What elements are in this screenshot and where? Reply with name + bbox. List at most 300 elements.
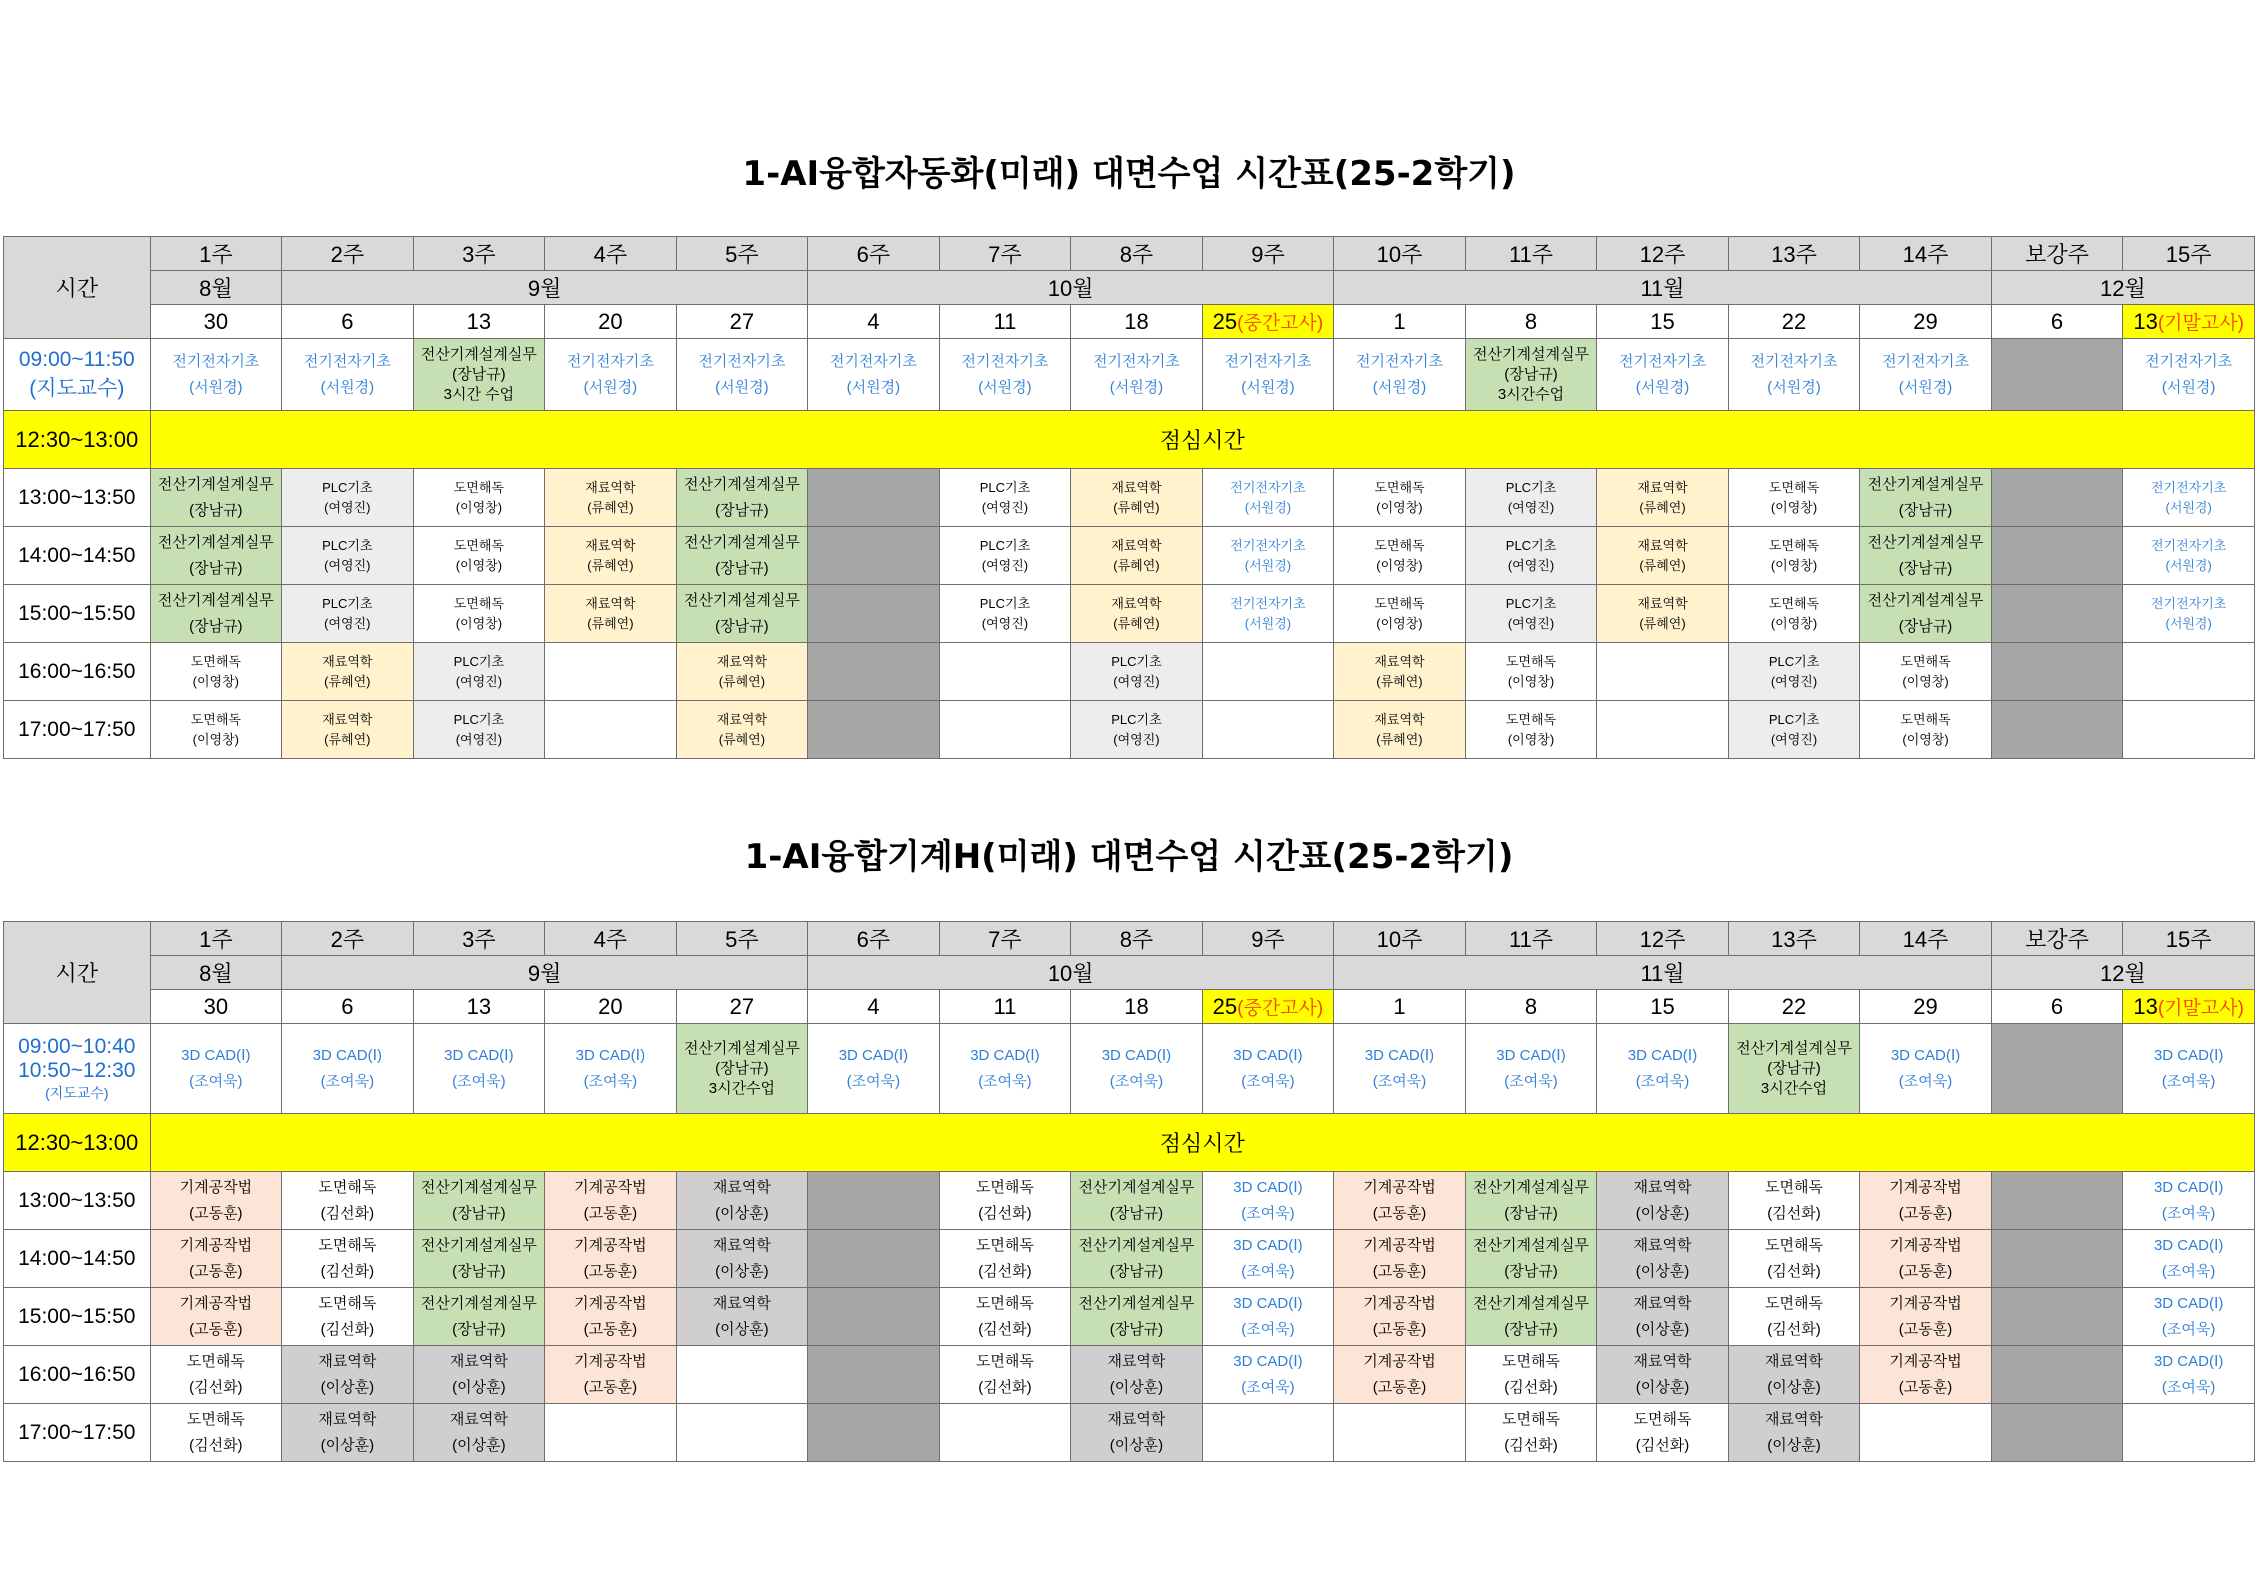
instructor-name: (장남규) bbox=[1504, 365, 1558, 383]
class-cell bbox=[939, 469, 1071, 527]
instructor-name: (이영창) bbox=[1770, 499, 1818, 515]
class-cell bbox=[1597, 1230, 1729, 1288]
timetable bbox=[3, 921, 2255, 1462]
instructor-name: (고동훈) bbox=[1898, 1262, 1953, 1280]
empty-cell bbox=[1991, 585, 2123, 643]
time-line: 09:00~10:40 bbox=[18, 1034, 136, 1058]
empty-cell bbox=[808, 1346, 940, 1404]
day-cell bbox=[808, 305, 940, 339]
week-label: 2주 bbox=[282, 922, 414, 956]
course-name: 3D CAD(Ⅰ) bbox=[312, 1046, 383, 1064]
class-cell bbox=[1728, 469, 1860, 527]
class-cell bbox=[1860, 1172, 1992, 1230]
class-cell bbox=[939, 1024, 1071, 1114]
class-cell bbox=[1202, 1346, 1334, 1404]
time-label: 16:00~16:50 bbox=[4, 1346, 151, 1404]
period-row bbox=[4, 1172, 2255, 1230]
month-label: 12월 bbox=[1991, 271, 2254, 305]
class-cell bbox=[808, 339, 940, 411]
instructor-name: (조여욱) bbox=[1372, 1072, 1427, 1090]
instructor-name: (여영진) bbox=[1507, 615, 1555, 631]
class-cell bbox=[150, 1346, 282, 1404]
course-name: 재료역학 bbox=[1633, 1294, 1692, 1312]
instructor-name: (고동훈) bbox=[583, 1262, 638, 1280]
day-cell bbox=[150, 990, 282, 1024]
instructor-name: (서원경) bbox=[1244, 499, 1292, 515]
course-name: 3D CAD(Ⅰ) bbox=[1233, 1046, 1303, 1064]
instructor-name: (류혜연) bbox=[1376, 673, 1423, 689]
instructor-name: (김선화) bbox=[1504, 1378, 1558, 1396]
instructor-name: (이상훈) bbox=[715, 1320, 769, 1338]
class-cell bbox=[676, 1172, 808, 1230]
month-label: 8월 bbox=[150, 956, 282, 990]
time-line: 09:00~11:50 bbox=[18, 347, 135, 371]
course-name: 3D CAD(Ⅰ) bbox=[1890, 1046, 1961, 1064]
class-cell bbox=[1597, 1404, 1729, 1462]
instructor-name: (조여욱) bbox=[1241, 1072, 1295, 1090]
class-cell bbox=[282, 643, 414, 701]
course-name: 전산기계설계실무 bbox=[1473, 345, 1589, 363]
class-cell bbox=[1728, 585, 1860, 643]
course-name: PLC기초 bbox=[979, 479, 1031, 495]
course-name: 3D CAD(Ⅰ) bbox=[1233, 1294, 1303, 1312]
empty-cell bbox=[939, 701, 1071, 759]
instructor-name: (장남규) bbox=[1109, 1262, 1164, 1280]
course-name: 3D CAD(Ⅰ) bbox=[970, 1046, 1040, 1064]
class-cell bbox=[1465, 643, 1597, 701]
class-cell bbox=[939, 1288, 1071, 1346]
instructor-name: (이상훈) bbox=[715, 1204, 769, 1222]
course-name: 전기전자기초 bbox=[1619, 352, 1706, 370]
class-cell bbox=[1597, 339, 1729, 411]
week-label: 4주 bbox=[545, 237, 677, 271]
instructor-name: (고동훈) bbox=[583, 1378, 638, 1396]
course-name: 전산기계설계실무 bbox=[1078, 1294, 1195, 1312]
course-name: 도면해독 bbox=[975, 1294, 1034, 1312]
course-name: 전기전자기초 bbox=[2150, 479, 2227, 495]
class-cell bbox=[1728, 1172, 1860, 1230]
empty-cell bbox=[939, 1404, 1071, 1462]
empty-cell bbox=[1202, 701, 1334, 759]
day-number: 25 bbox=[1212, 994, 1238, 1019]
time-label bbox=[4, 339, 151, 411]
course-name: 재료역학 bbox=[318, 1410, 377, 1428]
class-cell bbox=[1728, 1024, 1860, 1114]
day-number: 29 bbox=[1913, 308, 1938, 334]
week-row bbox=[4, 922, 2255, 956]
course-name: 재료역학 bbox=[449, 1410, 508, 1428]
empty-cell bbox=[1991, 339, 2123, 411]
period-row bbox=[4, 701, 2255, 759]
day-cell bbox=[1991, 305, 2123, 339]
instructor-name: (서원경) bbox=[2165, 499, 2212, 515]
time-line: (지도교수) bbox=[45, 1084, 109, 1101]
class-cell bbox=[150, 1172, 282, 1230]
course-name: 3D CAD(Ⅰ) bbox=[2153, 1236, 2224, 1254]
course-name: 기계공작법 bbox=[1889, 1352, 1962, 1370]
instructor-name: (장남규) bbox=[1898, 501, 1953, 519]
course-name: 기계공작법 bbox=[574, 1236, 647, 1254]
day-number: 20 bbox=[598, 993, 623, 1019]
empty-cell bbox=[676, 1404, 808, 1462]
class-cell bbox=[282, 1024, 414, 1114]
week-row bbox=[4, 237, 2255, 271]
day-cell bbox=[1860, 305, 1992, 339]
course-name: 재료역학 bbox=[1633, 1178, 1692, 1196]
class-cell bbox=[1071, 1230, 1203, 1288]
course-name: 전산기계설계실무 bbox=[1078, 1178, 1195, 1196]
period-row bbox=[4, 643, 2255, 701]
day-cell bbox=[1728, 305, 1860, 339]
month-label: 11월 bbox=[1334, 271, 1992, 305]
class-cell bbox=[150, 1230, 282, 1288]
day-number: 15 bbox=[1650, 993, 1675, 1019]
instructor-name: (장남규) bbox=[715, 501, 769, 519]
month-row bbox=[4, 271, 2255, 305]
instructor-name: (이영창) bbox=[1376, 557, 1423, 573]
instructor-name: (이상훈) bbox=[1109, 1436, 1164, 1454]
lunch-row bbox=[4, 1114, 2255, 1172]
instructor-name: (김선화) bbox=[978, 1262, 1032, 1280]
class-cell bbox=[1860, 643, 1992, 701]
empty-cell bbox=[808, 469, 940, 527]
class-cell bbox=[1465, 1230, 1597, 1288]
instructor-name: (장남규) bbox=[1898, 559, 1953, 577]
morning-row bbox=[4, 1024, 2255, 1114]
course-name: 도면해독 bbox=[1505, 653, 1557, 669]
class-cell bbox=[1334, 527, 1466, 585]
class-cell bbox=[1465, 1172, 1597, 1230]
empty-cell bbox=[808, 1230, 940, 1288]
period-row bbox=[4, 1288, 2255, 1346]
empty-cell bbox=[1991, 1346, 2123, 1404]
class-cell bbox=[2123, 527, 2255, 585]
course-name: PLC기초 bbox=[322, 537, 373, 553]
class-cell bbox=[1728, 1230, 1860, 1288]
course-name: 전산기계설계실무 bbox=[420, 345, 537, 363]
exam-note: (기말고사) bbox=[2157, 313, 2244, 334]
week-label: 1주 bbox=[150, 922, 282, 956]
instructor-name: (장남규) bbox=[715, 617, 769, 635]
instructor-name: (서원경) bbox=[2161, 378, 2216, 396]
course-name: 3D CAD(Ⅰ) bbox=[2153, 1046, 2224, 1064]
class-cell bbox=[939, 339, 1071, 411]
period-row bbox=[4, 1230, 2255, 1288]
course-name: 도면해독 bbox=[453, 537, 504, 553]
day-number: 11 bbox=[993, 308, 1017, 334]
class-cell bbox=[282, 469, 414, 527]
day-number: 29 bbox=[1913, 993, 1938, 1019]
course-name: 3D CAD(Ⅰ) bbox=[1233, 1352, 1303, 1370]
instructor-name: (서원경) bbox=[1767, 378, 1821, 396]
course-name: 전기전자기초 bbox=[566, 352, 654, 370]
class-cell bbox=[545, 585, 677, 643]
empty-cell bbox=[808, 701, 940, 759]
week-label: 12주 bbox=[1597, 237, 1729, 271]
day-cell bbox=[1597, 990, 1729, 1024]
instructor-name: (장남규) bbox=[452, 1262, 506, 1280]
course-name: 도면해독 bbox=[1502, 1410, 1560, 1428]
class-cell bbox=[939, 1230, 1071, 1288]
course-name: 재료역학 bbox=[449, 1352, 508, 1370]
instructor-name: (이영창) bbox=[1770, 615, 1818, 631]
course-name: 도면해독 bbox=[1502, 1352, 1560, 1370]
day-cell bbox=[1465, 305, 1597, 339]
day-number: 4 bbox=[867, 308, 880, 334]
instructor-name: (장남규) bbox=[715, 559, 769, 577]
instructor-name: (이상훈) bbox=[452, 1378, 506, 1396]
class-cell bbox=[1728, 527, 1860, 585]
course-name: 3D CAD(Ⅰ) bbox=[1233, 1178, 1303, 1196]
class-cell bbox=[413, 1346, 545, 1404]
course-name: 3D CAD(Ⅰ) bbox=[1364, 1046, 1435, 1064]
empty-cell bbox=[2123, 643, 2255, 701]
instructor-name: (류혜연) bbox=[324, 673, 371, 689]
day-number: 20 bbox=[598, 308, 623, 334]
class-cell bbox=[1728, 1346, 1860, 1404]
day-cell bbox=[545, 990, 677, 1024]
instructor-name: (김선화) bbox=[189, 1378, 243, 1396]
class-note: 3시간수업 bbox=[1497, 385, 1565, 403]
instructor-name: (여영진) bbox=[1770, 673, 1818, 689]
class-cell bbox=[1860, 1230, 1992, 1288]
course-name: 3D CAD(Ⅰ) bbox=[1101, 1046, 1172, 1064]
instructor-name: (김선화) bbox=[978, 1204, 1032, 1222]
class-cell bbox=[1202, 1172, 1334, 1230]
course-name: 기계공작법 bbox=[1889, 1294, 1962, 1312]
empty-cell bbox=[808, 1404, 940, 1462]
empty-cell bbox=[676, 1346, 808, 1404]
course-name: 전기전자기초 bbox=[1224, 352, 1312, 370]
month-label: 10월 bbox=[808, 271, 1334, 305]
course-name: 도면해독 bbox=[1633, 1410, 1692, 1428]
instructor-name: (김선화) bbox=[1767, 1262, 1821, 1280]
instructor-name: (고동훈) bbox=[1372, 1378, 1427, 1396]
class-cell bbox=[545, 1172, 677, 1230]
course-name: 도면해독 bbox=[1374, 479, 1425, 495]
instructor-name: (고동훈) bbox=[1372, 1204, 1427, 1222]
class-cell bbox=[1334, 1230, 1466, 1288]
class-cell bbox=[676, 527, 808, 585]
empty-cell bbox=[808, 585, 940, 643]
class-cell bbox=[1071, 1172, 1203, 1230]
instructor-name: (여영진) bbox=[981, 499, 1029, 515]
instructor-name: (조여욱) bbox=[2161, 1262, 2216, 1280]
instructor-name: (서원경) bbox=[1109, 378, 1164, 396]
instructor-name: (서원경) bbox=[189, 378, 243, 396]
week-label: 8주 bbox=[1071, 922, 1203, 956]
empty-cell bbox=[1597, 643, 1729, 701]
instructor-name: (서원경) bbox=[1635, 378, 1690, 396]
empty-cell bbox=[545, 1404, 677, 1462]
course-name: 기계공작법 bbox=[574, 1294, 647, 1312]
class-cell bbox=[545, 527, 677, 585]
class-cell bbox=[1465, 1404, 1597, 1462]
class-cell bbox=[1334, 1172, 1466, 1230]
course-name: 기계공작법 bbox=[1889, 1236, 1962, 1254]
period-row bbox=[4, 585, 2255, 643]
week-label: 3주 bbox=[413, 922, 545, 956]
class-cell bbox=[545, 339, 677, 411]
instructor-name: (이상훈) bbox=[320, 1378, 375, 1396]
instructor-name: (고동훈) bbox=[1898, 1378, 1953, 1396]
instructor-name: (김선화) bbox=[320, 1320, 375, 1338]
time-header: 시간 bbox=[4, 237, 151, 339]
class-cell bbox=[150, 1024, 282, 1114]
class-cell bbox=[1334, 469, 1466, 527]
instructor-name: (김선화) bbox=[1504, 1436, 1558, 1454]
class-cell bbox=[150, 643, 282, 701]
instructor-name: (김선화) bbox=[978, 1378, 1032, 1396]
course-name: 도면해독 bbox=[1374, 595, 1425, 611]
instructor-name: (조여욱) bbox=[320, 1072, 375, 1090]
class-cell bbox=[282, 1230, 414, 1288]
course-name: 도면해독 bbox=[1374, 537, 1425, 553]
course-name: 전기전자기초 bbox=[2145, 352, 2233, 370]
class-cell bbox=[413, 1230, 545, 1288]
course-name: 재료역학 bbox=[1111, 595, 1162, 611]
course-name: 재료역학 bbox=[712, 1294, 771, 1312]
class-cell bbox=[676, 1288, 808, 1346]
instructor-name: (서원경) bbox=[2165, 557, 2212, 573]
instructor-name: (장남규) bbox=[189, 501, 243, 519]
course-name: 재료역학 bbox=[322, 653, 373, 669]
class-cell bbox=[282, 1404, 414, 1462]
day-cell bbox=[150, 305, 282, 339]
course-name: 전기전자기초 bbox=[1750, 352, 1838, 370]
course-name: 도면해독 bbox=[453, 479, 504, 495]
day-number: 27 bbox=[729, 993, 755, 1019]
class-cell bbox=[413, 1172, 545, 1230]
period-row bbox=[4, 1346, 2255, 1404]
instructor-name: (서원경) bbox=[846, 378, 901, 396]
empty-cell bbox=[808, 527, 940, 585]
instructor-name: (장남규) bbox=[452, 1320, 506, 1338]
week-label: 15주 bbox=[2123, 922, 2255, 956]
course-name: 전산기계설계실무 bbox=[683, 1039, 800, 1057]
time-line: (지도교수) bbox=[29, 376, 125, 400]
class-cell bbox=[1465, 527, 1597, 585]
course-name: 도면해독 bbox=[186, 1410, 245, 1428]
class-cell bbox=[1597, 1024, 1729, 1114]
instructor-name: (이영창) bbox=[455, 499, 503, 515]
class-cell bbox=[1071, 643, 1203, 701]
day-number: 13 bbox=[2133, 309, 2158, 334]
instructor-name: (조여욱) bbox=[1241, 1320, 1295, 1338]
class-cell bbox=[1334, 701, 1466, 759]
instructor-name: (장남규) bbox=[1504, 1204, 1558, 1222]
instructor-name: (서원경) bbox=[1898, 378, 1953, 396]
day-number: 1 bbox=[1393, 993, 1406, 1019]
class-cell bbox=[150, 469, 282, 527]
class-note: 3시간수업 bbox=[1760, 1079, 1828, 1097]
class-cell bbox=[1334, 1288, 1466, 1346]
class-cell bbox=[2123, 1346, 2255, 1404]
class-cell bbox=[150, 1404, 282, 1462]
week-label: 5주 bbox=[676, 237, 808, 271]
instructor-name: (장남규) bbox=[1504, 1320, 1558, 1338]
week-label: 5주 bbox=[676, 922, 808, 956]
class-cell bbox=[413, 1288, 545, 1346]
course-name: 전산기계설계실무 bbox=[1473, 1294, 1589, 1312]
instructor-name: (이상훈) bbox=[715, 1262, 769, 1280]
class-cell bbox=[1465, 339, 1597, 411]
course-name: 전산기계설계실무 bbox=[420, 1294, 537, 1312]
class-cell bbox=[413, 1024, 545, 1114]
class-cell bbox=[676, 469, 808, 527]
empty-cell bbox=[1991, 701, 2123, 759]
course-name: 전산기계설계실무 bbox=[1867, 533, 1984, 551]
instructor-name: (류혜연) bbox=[587, 499, 634, 515]
course-name: 3D CAD(Ⅰ) bbox=[1233, 1236, 1303, 1254]
instructor-name: (서원경) bbox=[2165, 615, 2212, 631]
course-name: 전산기계설계실무 bbox=[1867, 475, 1984, 493]
time-label: 17:00~17:50 bbox=[4, 701, 151, 759]
empty-cell bbox=[1597, 701, 1729, 759]
class-cell bbox=[1334, 643, 1466, 701]
class-cell bbox=[1597, 527, 1729, 585]
course-name: 도면해독 bbox=[186, 1352, 245, 1370]
class-cell bbox=[413, 339, 545, 411]
class-cell bbox=[2123, 1230, 2255, 1288]
empty-cell bbox=[1991, 1404, 2123, 1462]
instructor-name: (류혜연) bbox=[718, 673, 766, 689]
course-name: 재료역학 bbox=[1765, 1352, 1823, 1370]
instructor-name: (김선화) bbox=[1767, 1204, 1821, 1222]
class-cell bbox=[676, 1024, 808, 1114]
class-cell bbox=[1465, 585, 1597, 643]
instructor-name: (여영진) bbox=[981, 615, 1029, 631]
course-name: 도면해독 bbox=[1765, 1178, 1823, 1196]
course-name: 전산기계설계실무 bbox=[420, 1178, 537, 1196]
instructor-name: (김선화) bbox=[1767, 1320, 1821, 1338]
day-number: 6 bbox=[2050, 308, 2064, 334]
course-name: 전기전자기초 bbox=[1882, 352, 1970, 370]
week-label: 7주 bbox=[939, 922, 1071, 956]
course-name: PLC기초 bbox=[1505, 537, 1557, 553]
course-name: 기계공작법 bbox=[1363, 1236, 1436, 1254]
instructor-name: (이영창) bbox=[192, 731, 239, 747]
instructor-name: (이영창) bbox=[1902, 673, 1949, 689]
course-name: 재료역학 bbox=[1637, 595, 1688, 611]
class-cell bbox=[1202, 1024, 1334, 1114]
week-label: 15주 bbox=[2123, 237, 2255, 271]
course-name: 도면해독 bbox=[1768, 595, 1820, 611]
course-name: 재료역학 bbox=[1765, 1410, 1823, 1428]
day-number: 25 bbox=[1212, 309, 1238, 334]
course-name: 도면해독 bbox=[1765, 1236, 1823, 1254]
class-cell bbox=[2123, 1172, 2255, 1230]
empty-cell bbox=[1991, 469, 2123, 527]
course-name: 기계공작법 bbox=[574, 1352, 647, 1370]
class-cell bbox=[282, 1346, 414, 1404]
instructor-name: (이영창) bbox=[1507, 673, 1555, 689]
course-name: PLC기초 bbox=[1768, 711, 1820, 727]
course-name: 재료역학 bbox=[585, 479, 636, 495]
class-cell bbox=[1071, 339, 1203, 411]
instructor-name: (류혜연) bbox=[718, 731, 766, 747]
course-name: 재료역학 bbox=[322, 711, 373, 727]
lunch-row bbox=[4, 411, 2255, 469]
exam-note: (중간고사) bbox=[1237, 998, 1324, 1019]
instructor-name: (이상훈) bbox=[1635, 1204, 1690, 1222]
week-label: 10주 bbox=[1334, 237, 1466, 271]
course-name: 전산기계설계실무 bbox=[157, 533, 274, 551]
class-cell bbox=[545, 1288, 677, 1346]
month-row bbox=[4, 956, 2255, 990]
week-label: 1주 bbox=[150, 237, 282, 271]
class-cell bbox=[1071, 1288, 1203, 1346]
